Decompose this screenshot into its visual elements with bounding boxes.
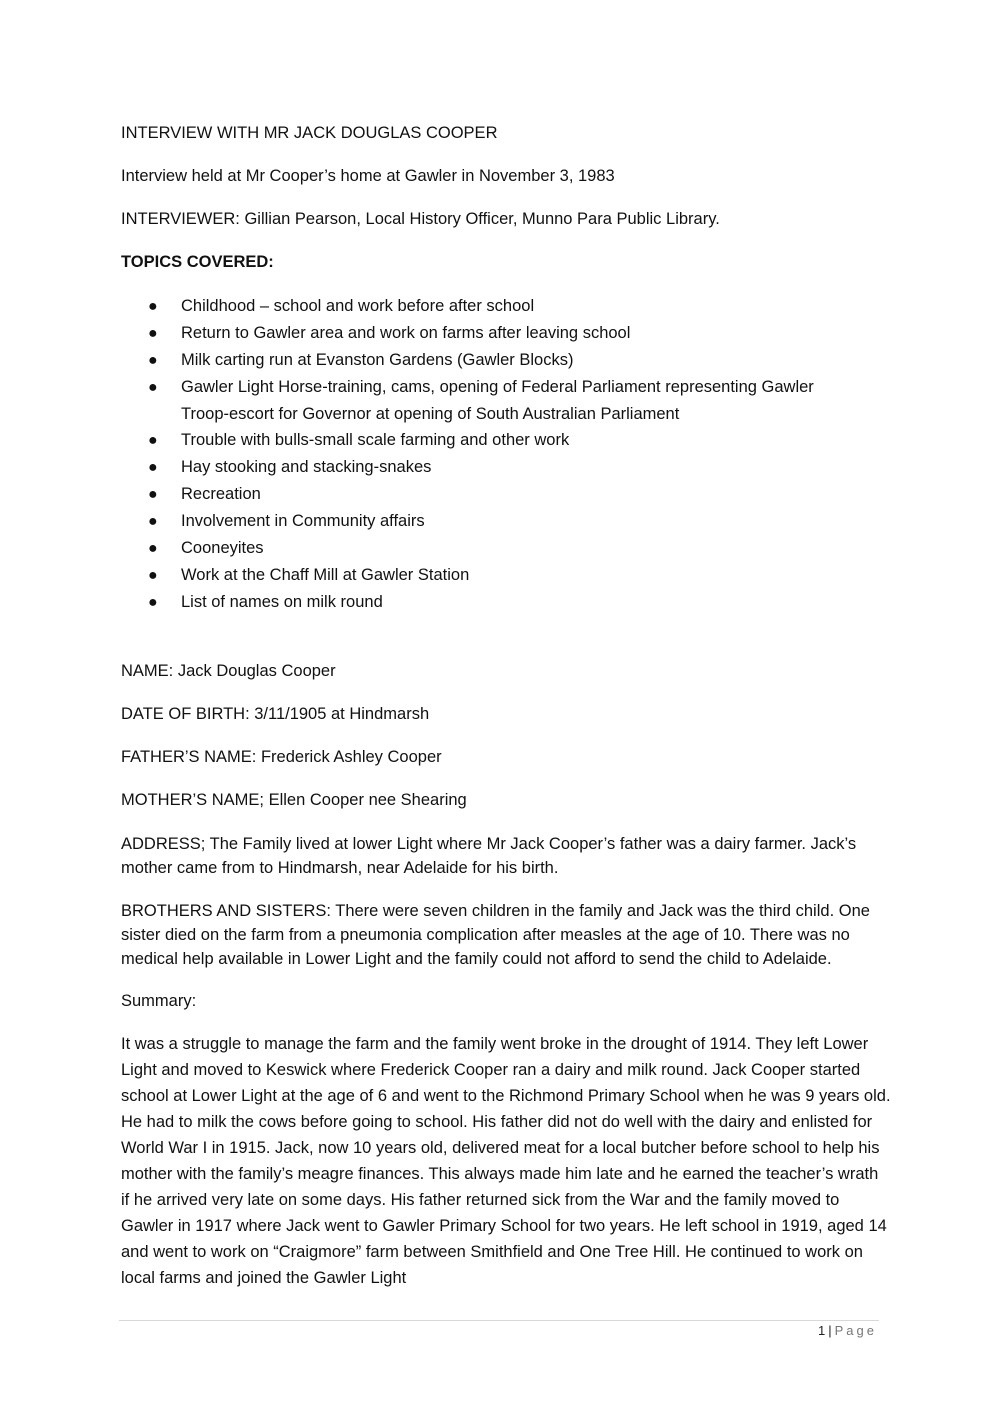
bullet-icon: ● [148,594,158,611]
date-of-birth-field: DATE OF BIRTH: 3/11/1905 at Hindmarsh [121,705,430,723]
biographical-details [121,660,891,1291]
name-field: NAME: Jack Douglas Cooper [121,662,336,680]
footer-divider [119,1320,879,1321]
bullet-icon: ● [148,298,158,315]
topics-heading: TOPICS COVERED: [121,253,274,271]
document-title: INTERVIEW WITH MR JACK DOUGLAS COOPER [121,124,498,142]
list-item: ● Involvement in Community affairs [121,508,891,535]
interview-held-line: Interview held at Mr Cooper’s home at Gawler in November 3, 1983 [121,167,615,185]
bullet-icon: ● [148,486,158,503]
bullet-icon: ● [148,540,158,557]
document-body [121,122,891,1291]
page-label: Page [834,1323,877,1338]
page-footer [818,1323,877,1338]
siblings-field: BROTHERS AND SISTERS: There were seven children in the family and Jack was the third child. One sister died on the farm from a pneumonia complication after measles at the age of 10. There was no medical help available in Lower Light and the family could not afford to send the child to Adelaide. [121,902,870,968]
list-item: ● Trouble with bulls-small scale farming and other work [121,427,891,454]
bullet-icon: ● [148,459,158,476]
page-number: 1 [818,1323,826,1338]
mother-name-field: MOTHER’S NAME; Ellen Cooper nee Shearing [121,791,467,809]
address-field: ADDRESS; The Family lived at lower Light where Mr Jack Cooper’s father was a dairy farmer. Jack’s mother came from to Hindmarsh, near Adelaide for his birth. [121,835,857,877]
bullet-icon: ● [148,432,158,449]
list-item: ● Return to Gawler area and work on farms after leaving school [121,320,891,347]
summary-text: It was a struggle to manage the farm and the family went broke in the drought of 1914. They left Lower Light and moved to Keswick where Frederick Cooper ran a dairy and milk round. Jack Cooper started school at Lower Light at the age of 6 and went to the Richmond Primary School when he was 9 years old. He had to milk the cows before going to school. His father did not do well with the dairy and enlisted for World War I in 1915. Jack, now 10 years old, delivered meat for a local butcher before school to help his mother with the family’s meagre finances. This always made him late and he earned the teacher’s wrath if he arrived very late on some days. His father returned sick from the War and the family moved to Gawler in 1917 where Jack went to Gawler Primary School for two years. He left school in 1919, aged 14 and went to work on “Craigmore” farm between Smithfield and One Tree Hill. He continued to work on local farms and joined the Gawler Light [121,1035,891,1287]
bullet-icon: ● [148,325,158,342]
footer-separator: | [828,1323,832,1338]
interviewer-line: INTERVIEWER: Gillian Pearson, Local History Officer, Munno Para Public Library. [121,210,720,228]
topic-continuation: Troop-escort for Governor at opening of South Australian Parliament [181,405,680,423]
bullet-icon: ● [148,379,158,396]
topics-list [121,293,891,616]
bullet-icon: ● [148,513,158,530]
list-item: ● List of names on milk round [121,589,891,616]
list-item: ● Childhood – school and work before after school [121,293,891,320]
list-item: ● Milk carting run at Evanston Gardens (Gawler Blocks) [121,347,891,374]
list-item: ● Work at the Chaff Mill at Gawler Station [121,562,891,589]
bullet-icon: ● [148,567,158,584]
list-item: ● Gawler Light Horse-training, cams, opening of Federal Parliament representing Gawler Troop-escort for Governor at opening of South Australian Parliament [121,374,891,427]
list-item: ● Recreation [121,481,891,508]
bullet-icon: ● [148,352,158,369]
summary-heading: Summary: [121,992,197,1010]
list-item: ● Hay stooking and stacking-snakes [121,454,891,481]
list-item: ● Cooneyites [121,535,891,562]
father-name-field: FATHER’S NAME: Frederick Ashley Cooper [121,748,442,766]
